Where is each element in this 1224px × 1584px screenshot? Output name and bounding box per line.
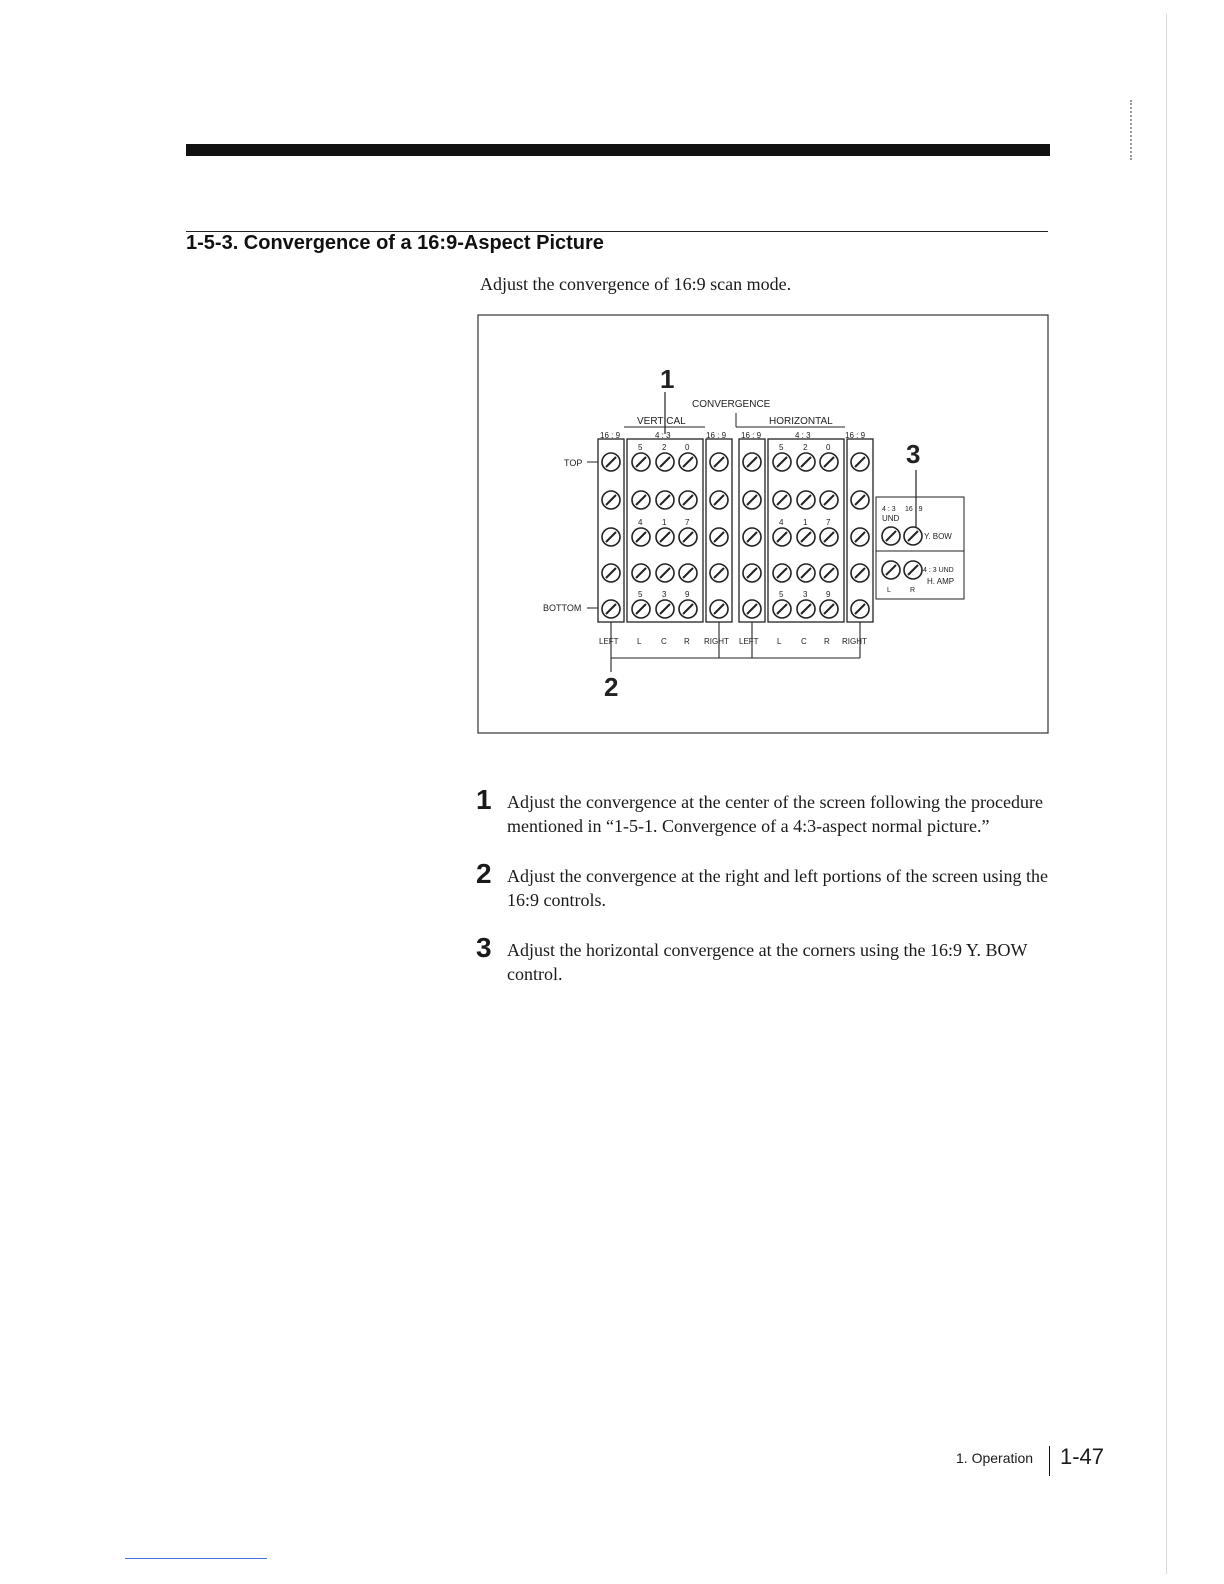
svg-text:5: 5: [638, 443, 643, 452]
vertical-label: VERTICAL: [637, 416, 686, 427]
horizontal-label: HORIZONTAL: [769, 416, 833, 427]
svg-text:4 : 3: 4 : 3: [882, 506, 896, 513]
top-label: TOP: [564, 458, 583, 468]
step-1: [476, 786, 1056, 838]
svg-text:7: 7: [826, 518, 831, 527]
vertical-43: 4 : 3: [655, 431, 671, 440]
svg-text:C: C: [801, 637, 807, 646]
svg-text:5: 5: [638, 590, 643, 599]
svg-text:R: R: [824, 637, 830, 646]
svg-text:7: 7: [685, 518, 690, 527]
step-3: [476, 934, 1056, 986]
convergence-label: CONVERGENCE: [692, 399, 771, 410]
svg-text:UND: UND: [882, 514, 900, 523]
svg-text:16 : 9: 16 : 9: [905, 506, 923, 513]
footer-divider: [1049, 1446, 1050, 1476]
steps-list: [476, 786, 1056, 1008]
callout-2: 2: [604, 672, 619, 702]
step-text: Adjust the horizontal convergence at the corners using the 16:9 Y. BOW control.: [507, 940, 1028, 984]
svg-text:LEFT: LEFT: [599, 637, 619, 646]
vertical-right-169: 16 : 9: [706, 431, 727, 440]
svg-text:L: L: [637, 637, 642, 646]
callout-3: 3: [906, 439, 921, 469]
bottom-label: BOTTOM: [543, 603, 582, 613]
svg-text:LEFT: LEFT: [739, 637, 759, 646]
step-number: 3: [476, 932, 492, 963]
svg-text:0: 0: [826, 443, 831, 452]
svg-text:4: 4: [638, 518, 643, 527]
svg-text:2: 2: [662, 443, 667, 452]
svg-text:5: 5: [779, 443, 784, 452]
svg-text:5: 5: [779, 590, 784, 599]
svg-text:C: C: [661, 637, 667, 646]
section-title: 1-5-3. Convergence of a 16:9-Aspect Picture: [186, 232, 604, 254]
step-number: 2: [476, 858, 492, 889]
page-edge-marks: [1130, 100, 1138, 160]
step-2: [476, 860, 1056, 912]
svg-text:Y. BOW: Y. BOW: [924, 532, 952, 541]
svg-text:9: 9: [685, 590, 690, 599]
svg-text:4: 4: [779, 518, 784, 527]
horizontal-left-169: 16 : 9: [741, 431, 762, 440]
svg-text:2: 2: [803, 443, 808, 452]
svg-text:R: R: [910, 587, 916, 594]
step-number: 1: [476, 784, 492, 815]
intro-text: Adjust the convergence of 16:9 scan mode.: [480, 274, 792, 294]
page-edge-line: [1166, 14, 1167, 1574]
vertical-left-169: 16 : 9: [600, 431, 621, 440]
svg-text:0: 0: [685, 443, 690, 452]
svg-text:3: 3: [662, 590, 667, 599]
svg-text:L: L: [777, 637, 782, 646]
svg-text:R: R: [684, 637, 690, 646]
footer-chapter-label: 1. Operation: [956, 1450, 1034, 1466]
horizontal-43: 4 : 3: [795, 431, 811, 440]
svg-text:3: 3: [803, 590, 808, 599]
callout-1: 1: [660, 364, 675, 394]
svg-text:4 : 3 UND: 4 : 3 UND: [923, 567, 954, 574]
svg-text:9: 9: [826, 590, 831, 599]
step-text: Adjust the convergence at the center of the screen following the procedure mentioned in “1-5-1. Convergence of a 4:3-aspect normal picture.”: [507, 792, 1043, 836]
header-bar: [186, 144, 1050, 156]
svg-text:RIGHT: RIGHT: [842, 637, 867, 646]
svg-text:1: 1: [662, 518, 667, 527]
svg-text:RIGHT: RIGHT: [704, 637, 729, 646]
page-number: 1-47: [1060, 1444, 1105, 1469]
figure-frame: [478, 315, 1048, 733]
svg-text:L: L: [887, 587, 891, 594]
svg-text:1: 1: [803, 518, 808, 527]
convergence-panel-diagram: [477, 314, 1049, 734]
bottom-rule: [125, 1558, 267, 1559]
horizontal-right-169: 16 : 9: [845, 431, 866, 440]
step-text: Adjust the convergence at the right and left portions of the screen using the 16:9 controls.: [507, 866, 1049, 910]
svg-text:H. AMP: H. AMP: [927, 577, 955, 586]
